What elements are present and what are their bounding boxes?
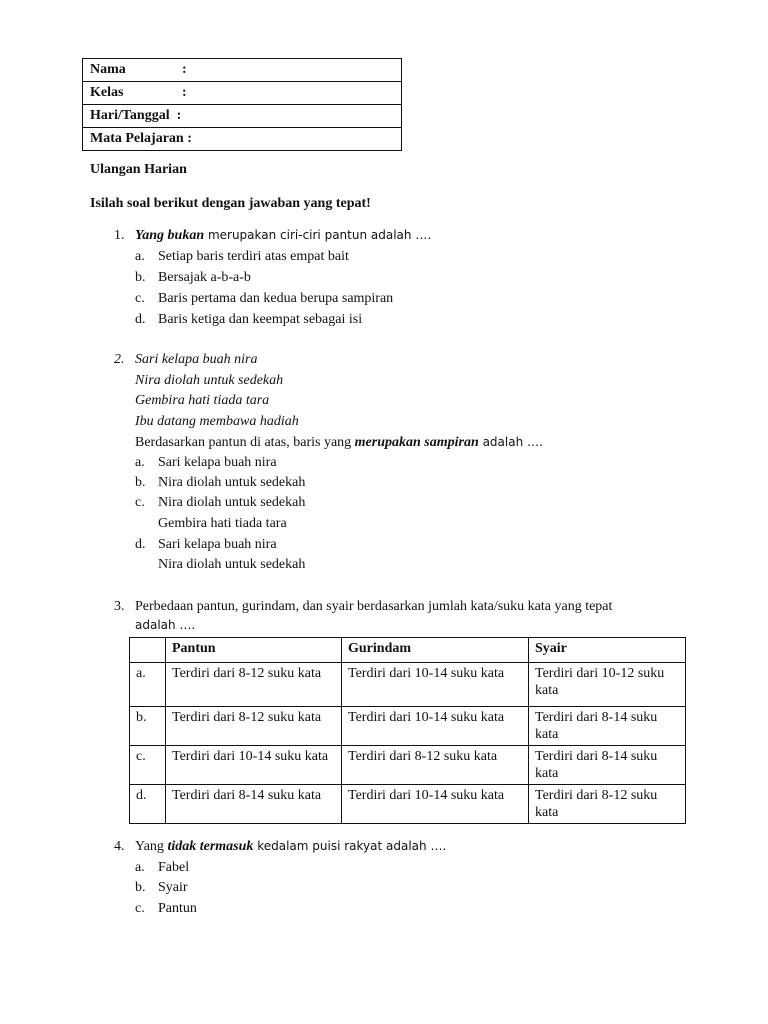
table-header-row bbox=[130, 638, 686, 663]
q1-option-text: Setiap baris terdiri atas empat bait bbox=[158, 249, 349, 264]
table-cell: Terdiri dari 8-14 suku kata bbox=[529, 707, 686, 746]
table-cell: Terdiri dari 8-14 suku kata bbox=[166, 785, 342, 824]
table-row bbox=[130, 785, 686, 824]
q3-stem-line: Perbedaan pantun, gurindam, dan syair berdasarkan jumlah kata/suku kata yang tepat bbox=[135, 599, 613, 614]
q2-poem-line: Gembira hati tiada tara bbox=[135, 393, 270, 408]
class-colon: : bbox=[182, 85, 187, 100]
table-cell: Terdiri dari 10-14 suku kata bbox=[342, 707, 529, 746]
q2-stem-post: adalah …. bbox=[478, 435, 543, 449]
q4-emphasis: tidak termasuk bbox=[167, 839, 254, 854]
q1-emphasis: Yang bukan bbox=[135, 228, 205, 243]
q2-option-text: Nira diolah untuk sedekah bbox=[158, 495, 306, 510]
q4-option-letter: a. bbox=[135, 860, 145, 875]
subject-row bbox=[83, 128, 402, 151]
q4-stem bbox=[135, 838, 446, 855]
table-cell: Terdiri dari 8-12 suku kata bbox=[342, 746, 529, 785]
q1-option-letter: c. bbox=[135, 291, 145, 306]
q4-option-letter: c. bbox=[135, 901, 145, 916]
q2-option-text: Nira diolah untuk sedekah bbox=[158, 475, 306, 490]
subject-label: Mata Pelajaran : bbox=[90, 131, 192, 146]
name-colon: : bbox=[182, 62, 187, 77]
table-row bbox=[130, 707, 686, 746]
q2-option-text: Gembira hati tiada tara bbox=[158, 516, 287, 531]
date-colon: : bbox=[176, 108, 182, 123]
q1-text: merupakan ciri-ciri pantun adalah …. bbox=[204, 228, 432, 242]
class-label: Kelas bbox=[90, 85, 124, 100]
q4-option-text: Fabel bbox=[158, 860, 190, 875]
table-row bbox=[130, 663, 686, 707]
q2-poem-line: Nira diolah untuk sedekah bbox=[135, 373, 284, 388]
q1-option-letter: a. bbox=[135, 249, 145, 264]
q2-option-letter: d. bbox=[135, 537, 146, 552]
page-title: Ulangan Harian bbox=[90, 162, 187, 177]
q2-option-text: Nira diolah untuk sedekah bbox=[158, 557, 306, 572]
table-cell: Terdiri dari 8-12 suku kata bbox=[529, 785, 686, 824]
q1-option-text: Bersajak a-b-a-b bbox=[158, 270, 251, 285]
table-header-cell: Syair bbox=[529, 638, 686, 663]
name-row bbox=[83, 59, 402, 82]
q4-option-text: Syair bbox=[158, 880, 188, 895]
table-cell: Terdiri dari 8-14 suku kata bbox=[529, 746, 686, 785]
table-header-cell: Pantun bbox=[166, 638, 342, 663]
q1-number: 1. bbox=[114, 228, 125, 243]
class-row bbox=[83, 82, 402, 105]
comparison-table bbox=[129, 637, 686, 824]
q2-option-text: Sari kelapa buah nira bbox=[158, 455, 277, 470]
table-cell: Terdiri dari 8-12 suku kata bbox=[166, 663, 342, 707]
q2-poem-line: Sari kelapa buah nira bbox=[135, 352, 258, 367]
table-cell: d. bbox=[130, 785, 166, 824]
q4-option-letter: b. bbox=[135, 880, 146, 895]
q2-stem bbox=[135, 434, 543, 451]
q4-option-text: Pantun bbox=[158, 901, 197, 916]
table-cell: Terdiri dari 10-14 suku kata bbox=[342, 785, 529, 824]
date-row bbox=[83, 105, 402, 128]
table-header-cell: Gurindam bbox=[342, 638, 529, 663]
table-cell: Terdiri dari 10-14 suku kata bbox=[342, 663, 529, 707]
q2-poem-line: Ibu datang membawa hadiah bbox=[135, 414, 299, 429]
q2-stem-emphasis: merupakan sampiran bbox=[354, 435, 479, 450]
q3-number: 3. bbox=[114, 599, 125, 614]
table-cell: c. bbox=[130, 746, 166, 785]
table-cell: Terdiri dari 8-12 suku kata bbox=[166, 707, 342, 746]
q1-stem bbox=[135, 227, 431, 244]
q2-option-text: Sari kelapa buah nira bbox=[158, 537, 277, 552]
q4-stem-pre: Yang bbox=[135, 839, 168, 854]
instruction: Isilah soal berikut dengan jawaban yang tepat! bbox=[90, 196, 371, 211]
q1-option-letter: b. bbox=[135, 270, 146, 285]
q1-option-text: Baris ketiga dan keempat sebagai isi bbox=[158, 312, 363, 327]
q3-stem-line: adalah …. bbox=[135, 618, 196, 632]
q2-option-letter: a. bbox=[135, 455, 145, 470]
q2-option-letter: c. bbox=[135, 495, 145, 510]
q1-option-text: Baris pertama dan kedua berupa sampiran bbox=[158, 291, 394, 306]
table-cell: Terdiri dari 10-12 suku kata bbox=[529, 663, 686, 707]
q2-option-letter: b. bbox=[135, 475, 146, 490]
date-label: Hari/Tanggal bbox=[90, 108, 170, 123]
table-cell: Terdiri dari 10-14 suku kata bbox=[166, 746, 342, 785]
q1-option-letter: d. bbox=[135, 312, 146, 327]
q2-stem-pre: Berdasarkan pantun di atas, baris yang bbox=[135, 435, 355, 450]
q4-number: 4. bbox=[114, 839, 125, 854]
name-label: Nama bbox=[90, 62, 126, 77]
table-cell: a. bbox=[130, 663, 166, 707]
table-header-cell bbox=[130, 638, 166, 663]
table-cell: b. bbox=[130, 707, 166, 746]
q2-number: 2. bbox=[114, 352, 125, 367]
table-row bbox=[130, 746, 686, 785]
identity-table bbox=[82, 58, 402, 151]
q4-stem-post: kedalam puisi rakyat adalah …. bbox=[253, 839, 447, 853]
